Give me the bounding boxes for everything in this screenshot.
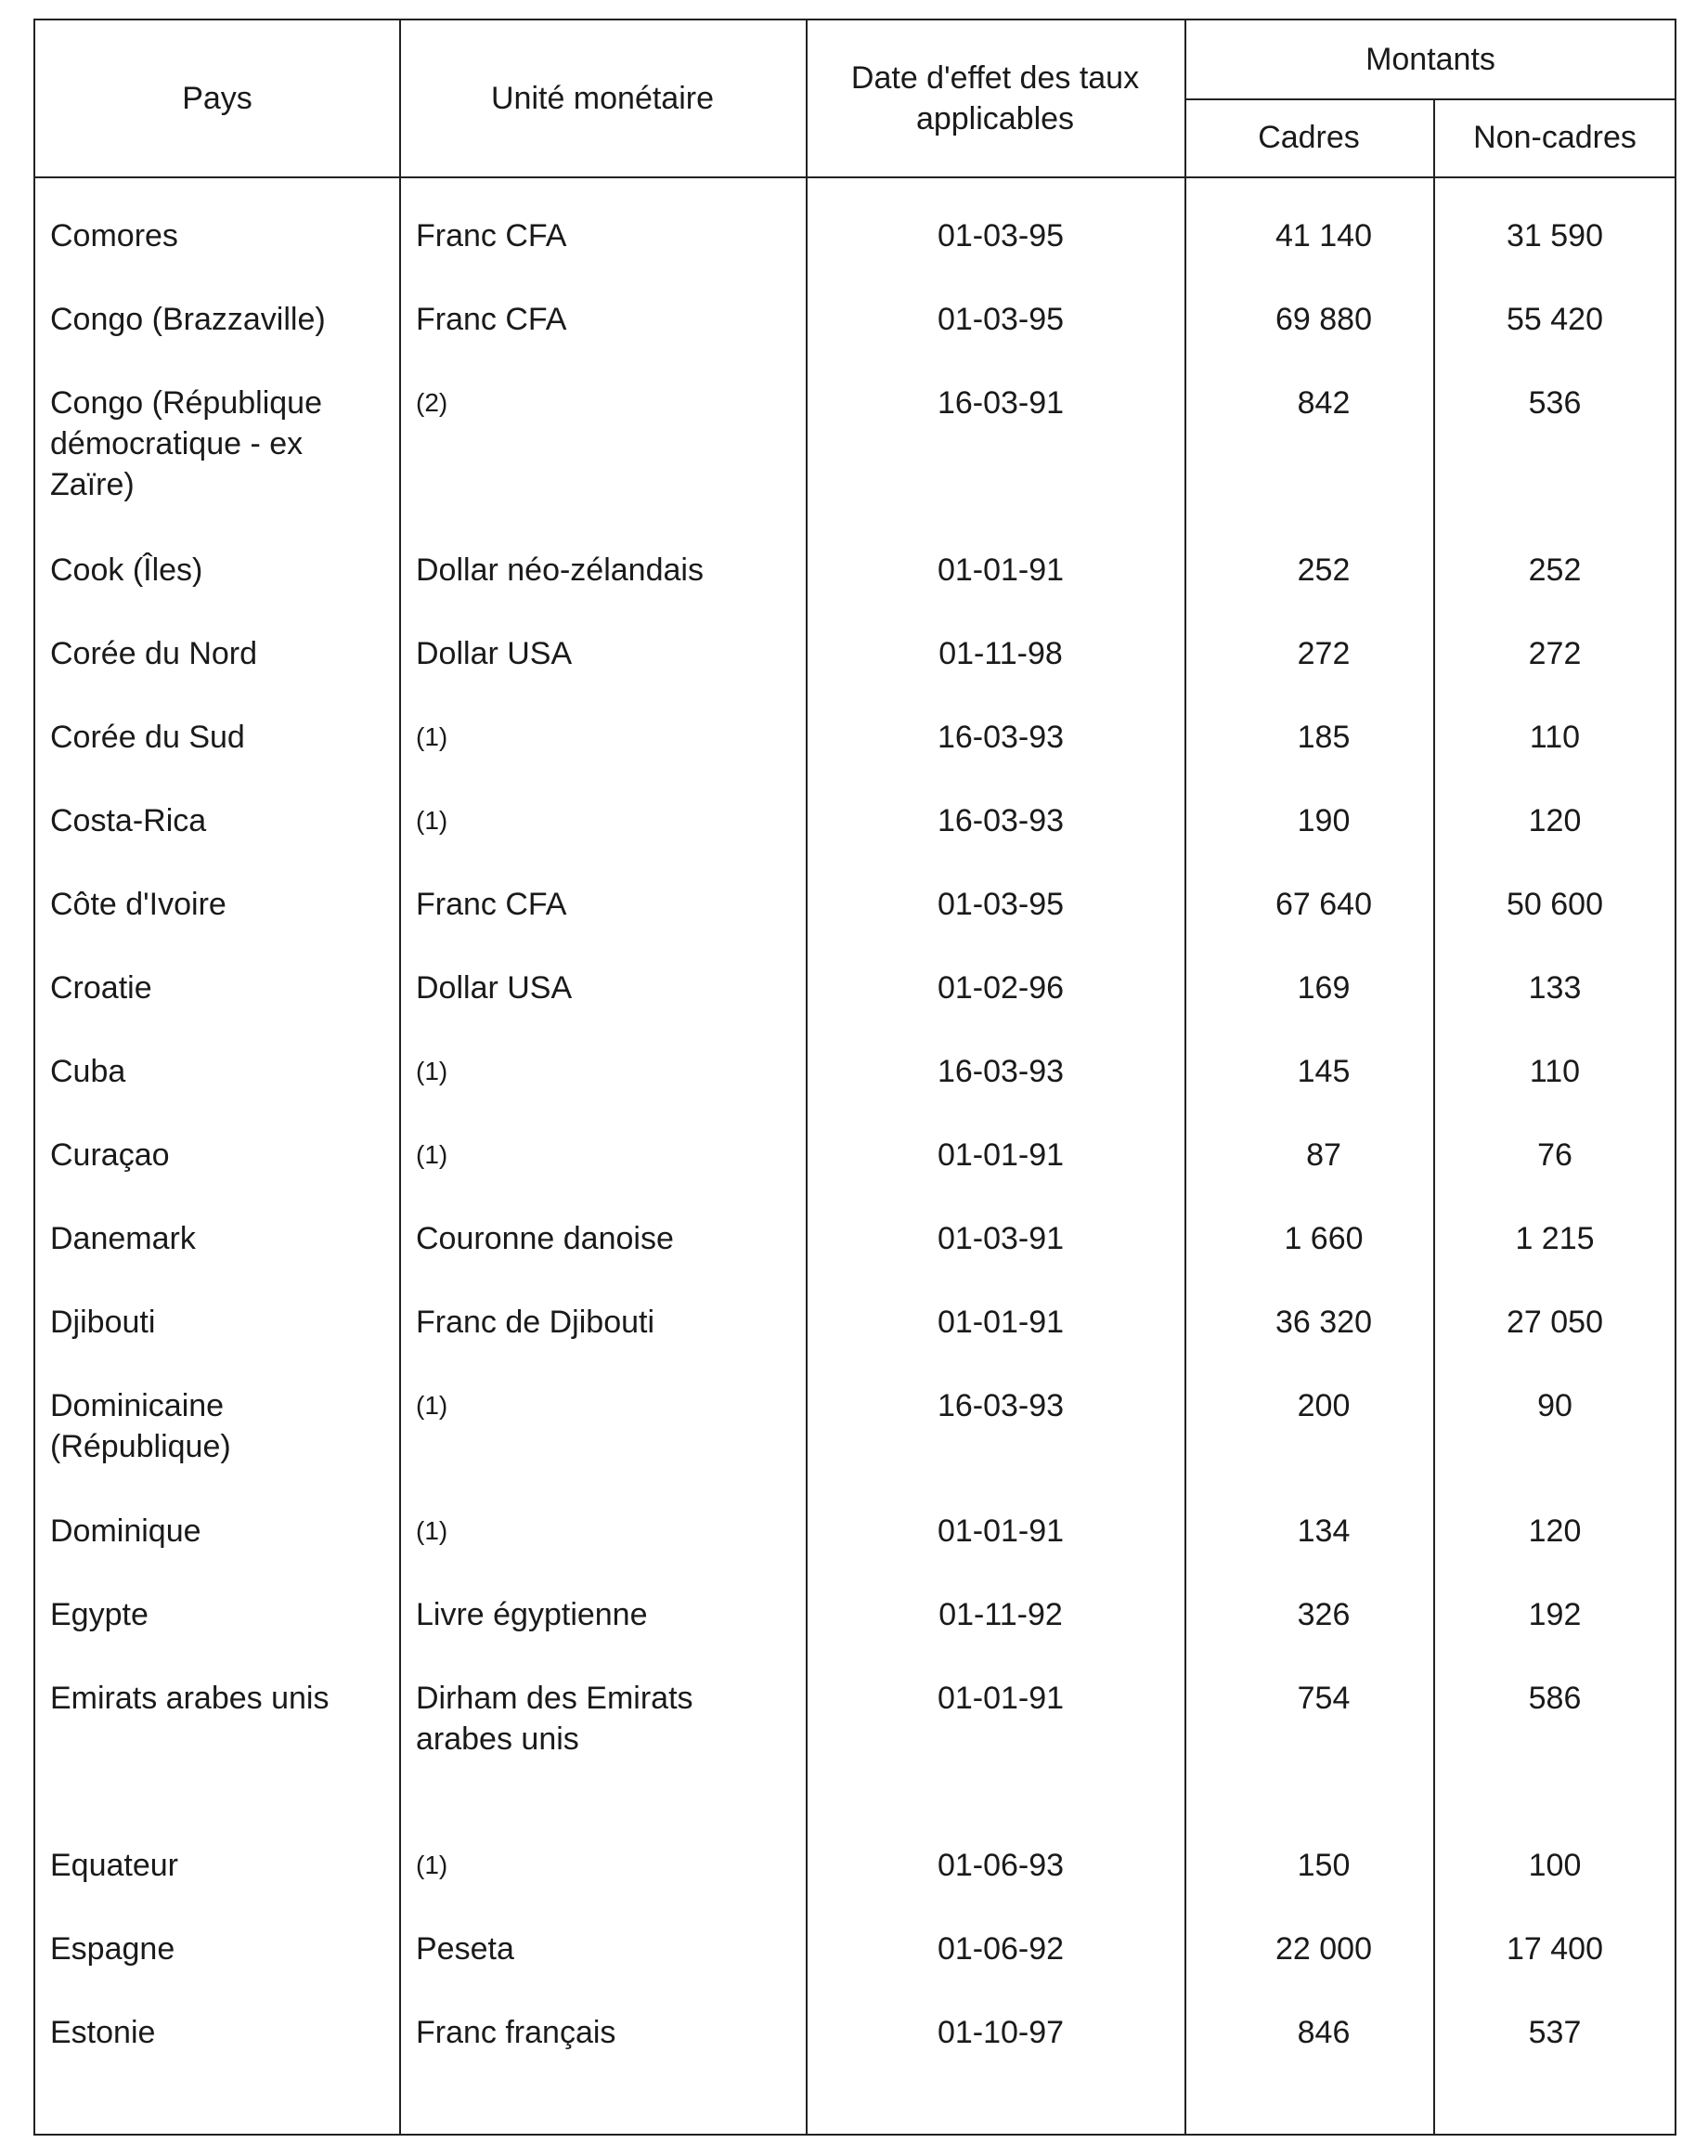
cell-non-cadres: 17 400 [1507, 1931, 1603, 1967]
cell-non-cadres: 1 215 [1515, 1221, 1595, 1256]
cell-cadres: 1 660 [1284, 1221, 1364, 1256]
cell-pays: Cook (Îles) [50, 552, 203, 588]
cell-cadres: 22 000 [1275, 1931, 1372, 1967]
cell-non-cadres: 110 [1529, 720, 1581, 755]
cell-pays: Djibouti [50, 1305, 156, 1340]
cell-date: 01-02-96 [937, 970, 1065, 1006]
cell-unite: Dollar néo-zélandais [416, 552, 704, 588]
cell-unite: (1) [416, 806, 448, 835]
cell-date: 16-03-91 [937, 385, 1065, 421]
cell-cadres: 41 140 [1275, 218, 1372, 253]
cell-pays: Costa-Rica [50, 803, 207, 838]
cell-cadres: 272 [1297, 636, 1351, 671]
cell-non-cadres: 31 590 [1507, 218, 1603, 253]
cell-unite: Dollar USA [416, 636, 573, 671]
cell-pays: Dominique [50, 1513, 201, 1549]
cell-unite: Dollar USA [416, 970, 573, 1006]
cell-pays: Corée du Nord [50, 636, 258, 671]
cell-unite: Franc CFA [416, 302, 567, 337]
cell-cadres: 190 [1297, 803, 1351, 838]
header-pays: Pays [182, 81, 252, 116]
header-bottom-divider [35, 176, 1675, 178]
cell-unite: (1) [416, 1851, 448, 1879]
cell-pays: Cuba [50, 1054, 126, 1089]
cell-unite: Dirham des Emirats arabes unis [416, 1681, 693, 1757]
cell-date: 01-01-91 [937, 552, 1065, 588]
cell-cadres: 67 640 [1275, 887, 1372, 922]
cell-date: 01-06-92 [937, 1931, 1065, 1967]
cell-date: 01-10-97 [937, 2015, 1065, 2050]
header-cadres: Cadres [1258, 120, 1360, 155]
cell-pays: Congo (République démocratique - ex Zaïre) [50, 385, 322, 502]
cell-pays: Corée du Sud [50, 720, 245, 755]
cell-cadres: 36 320 [1275, 1305, 1372, 1340]
cell-unite: (2) [416, 388, 448, 417]
cell-unite: Franc CFA [416, 887, 567, 922]
cell-unite: (1) [416, 1057, 448, 1085]
cell-pays: Egypte [50, 1597, 149, 1632]
cell-cadres: 169 [1297, 970, 1351, 1006]
rates-table [33, 19, 1676, 2136]
cell-non-cadres: 120 [1528, 803, 1582, 838]
header-non-cadres: Non-cadres [1473, 120, 1637, 155]
cell-pays: Estonie [50, 2015, 156, 2050]
cell-cadres: 185 [1297, 720, 1351, 755]
cell-non-cadres: 537 [1528, 2015, 1582, 2050]
cell-cadres: 200 [1297, 1388, 1351, 1423]
cell-pays: Dominicaine (République) [50, 1388, 231, 1464]
cell-non-cadres: 120 [1528, 1513, 1582, 1549]
cell-cadres: 326 [1297, 1597, 1351, 1632]
header-unite: Unité monétaire [490, 81, 714, 116]
cell-unite: Franc de Djibouti [416, 1305, 655, 1340]
cell-cadres: 842 [1297, 385, 1351, 421]
cell-date: 01-11-92 [938, 1597, 1063, 1632]
cell-unite: Livre égyptienne [416, 1597, 648, 1632]
cell-unite: (1) [416, 1140, 448, 1169]
cell-non-cadres: 252 [1528, 552, 1582, 588]
cell-unite: (1) [416, 1391, 448, 1420]
cell-non-cadres: 55 420 [1507, 302, 1603, 337]
cell-pays: Curaçao [50, 1137, 170, 1173]
cell-unite: Couronne danoise [416, 1221, 674, 1256]
cell-pays: Côte d'Ivoire [50, 887, 226, 922]
cell-date: 01-03-95 [937, 218, 1065, 253]
cell-date: 01-01-91 [937, 1681, 1065, 1716]
cell-non-cadres: 110 [1529, 1054, 1581, 1089]
cell-cadres: 145 [1297, 1054, 1351, 1089]
cell-cadres: 150 [1297, 1848, 1351, 1883]
cell-date: 01-01-91 [937, 1137, 1065, 1173]
cell-unite: Franc CFA [416, 218, 567, 253]
cell-pays: Congo (Brazzaville) [50, 302, 326, 337]
cell-date: 01-03-95 [937, 302, 1065, 337]
cell-date: 01-01-91 [937, 1305, 1065, 1340]
cell-cadres: 252 [1297, 552, 1351, 588]
cell-date: 16-03-93 [937, 803, 1065, 838]
cell-non-cadres: 536 [1528, 385, 1582, 421]
header-date: Date d'effet des taux applicables [850, 60, 1140, 136]
cell-pays: Danemark [50, 1221, 196, 1256]
cell-unite: Franc français [416, 2015, 616, 2050]
cell-pays: Comores [50, 218, 178, 253]
cell-date: 01-06-93 [937, 1848, 1065, 1883]
cell-cadres: 87 [1306, 1137, 1341, 1173]
cell-non-cadres: 133 [1528, 970, 1582, 1006]
cell-date: 01-11-98 [938, 636, 1063, 671]
cell-cadres: 134 [1297, 1513, 1351, 1549]
cell-unite: (1) [416, 722, 448, 751]
cell-date: 01-01-91 [937, 1513, 1065, 1549]
cell-non-cadres: 90 [1537, 1388, 1572, 1423]
cell-cadres: 754 [1297, 1681, 1351, 1716]
cell-non-cadres: 100 [1528, 1848, 1582, 1883]
cell-non-cadres: 76 [1537, 1137, 1572, 1173]
cell-non-cadres: 50 600 [1507, 887, 1603, 922]
cell-date: 16-03-93 [937, 1388, 1065, 1423]
cell-non-cadres: 27 050 [1507, 1305, 1603, 1340]
cell-unite: Peseta [416, 1931, 514, 1967]
cell-pays: Croatie [50, 970, 152, 1006]
cell-date: 16-03-93 [937, 1054, 1065, 1089]
cell-cadres: 69 880 [1275, 302, 1372, 337]
cell-non-cadres: 586 [1528, 1681, 1582, 1716]
cell-date: 16-03-93 [937, 720, 1065, 755]
cell-pays: Emirats arabes unis [50, 1681, 330, 1716]
cell-pays: Equateur [50, 1848, 178, 1883]
cell-non-cadres: 192 [1528, 1597, 1582, 1632]
cell-unite: (1) [416, 1516, 448, 1545]
header-montants: Montants [1365, 42, 1495, 77]
cell-date: 01-03-95 [937, 887, 1065, 922]
cell-cadres: 846 [1297, 2015, 1351, 2050]
cell-non-cadres: 272 [1528, 636, 1582, 671]
cell-date: 01-03-91 [937, 1221, 1065, 1256]
cell-pays: Espagne [50, 1931, 175, 1967]
